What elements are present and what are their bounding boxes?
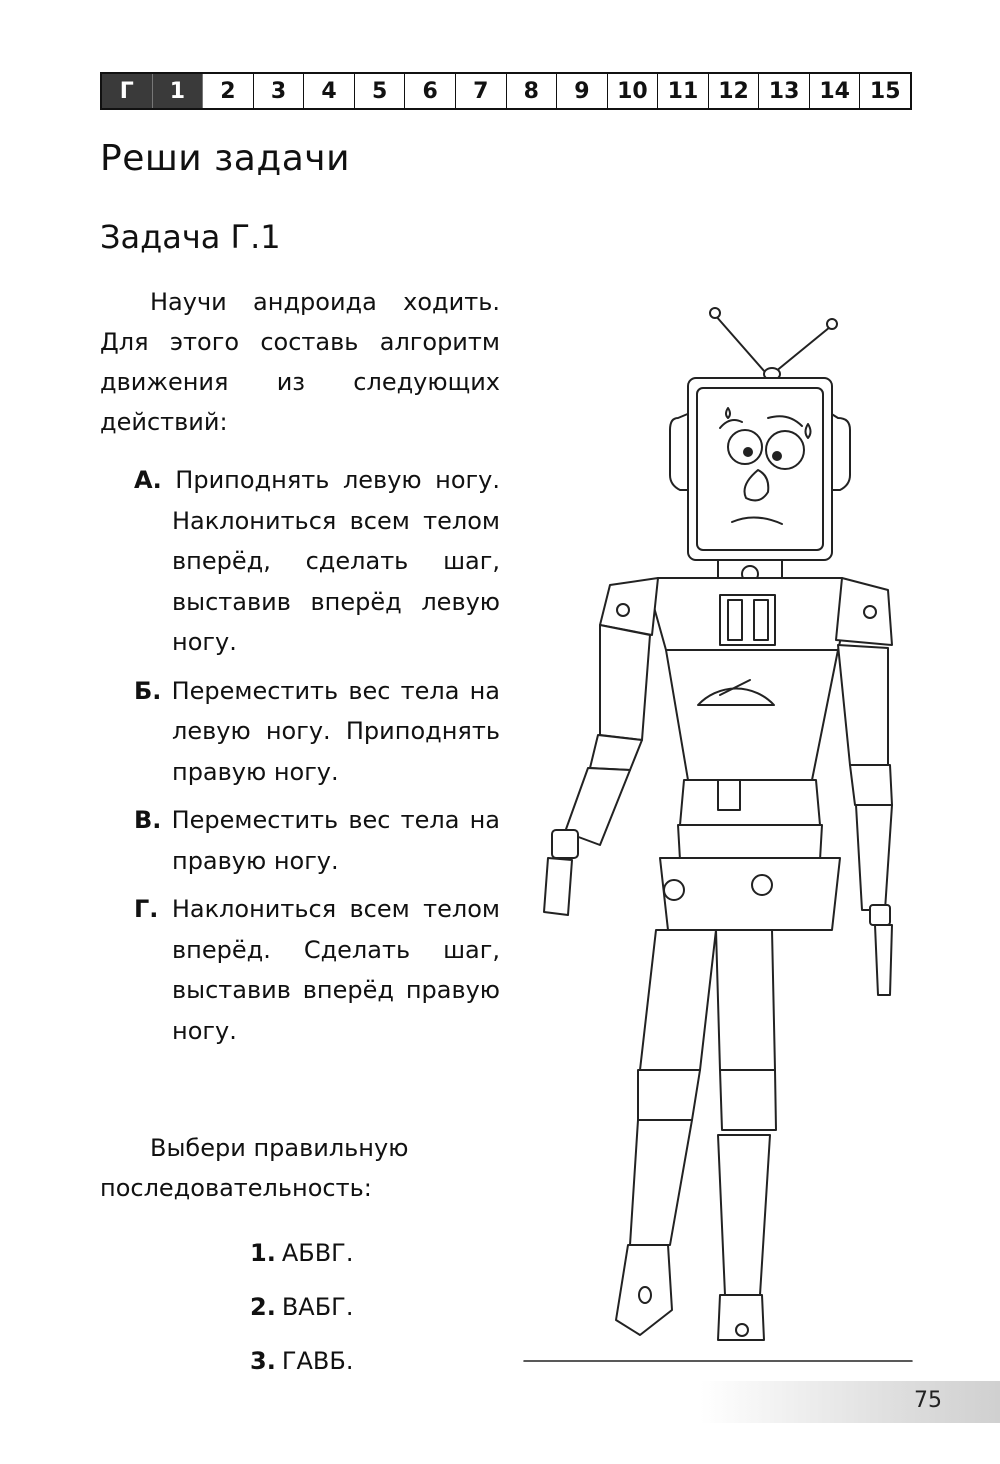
action-key: А.	[134, 466, 162, 494]
task-title: Задача Г.1	[100, 218, 281, 256]
nav-cell-14[interactable]: 14	[810, 74, 861, 108]
antenna-icon	[710, 308, 837, 380]
nav-cell-2[interactable]: 2	[203, 74, 254, 108]
action-text: Переместить вес тела на левую ногу. Приподнять правую ногу.	[171, 676, 500, 786]
action-item-g	[134, 889, 500, 1051]
answer-option-2[interactable]	[250, 1280, 353, 1334]
nav-cell-9[interactable]: 9	[557, 74, 608, 108]
nav-cell-11[interactable]: 11	[658, 74, 709, 108]
answer-number: 1.	[250, 1239, 276, 1267]
robot-hips	[660, 858, 840, 930]
action-key: Г.	[134, 895, 159, 923]
nav-cell-4[interactable]: 4	[304, 74, 355, 108]
action-text: Приподнять левую ногу. Наклониться всем телом вперёд, сделать шаг, выставив вперёд левую ногу.	[172, 466, 500, 656]
answer-option-3[interactable]	[250, 1334, 353, 1388]
nav-cell-g[interactable]: Г	[102, 74, 153, 108]
robot-right-leg	[716, 930, 776, 1340]
nav-cell-13[interactable]: 13	[759, 74, 810, 108]
action-key: Б.	[134, 676, 162, 705]
action-text: Наклониться всем телом вперёд. Сделать шаг, выставив вперёд правую ногу.	[171, 895, 500, 1045]
choose-prompt: Выбери правильную последовательность:	[100, 1134, 409, 1202]
action-text: Переместить вес тела на правую ногу.	[171, 806, 500, 875]
robot-head	[670, 378, 850, 560]
answer-list	[250, 1226, 353, 1388]
nav-cell-10[interactable]: 10	[608, 74, 659, 108]
answer-number: 2.	[250, 1293, 276, 1321]
nav-cell-8[interactable]: 8	[507, 74, 558, 108]
page-number-band	[700, 1381, 1000, 1423]
robot-right-arm	[838, 645, 892, 995]
action-item-b	[134, 671, 500, 793]
nav-cell-3[interactable]: 3	[254, 74, 305, 108]
nav-cell-5[interactable]: 5	[355, 74, 406, 108]
robot-left-arm	[544, 625, 650, 915]
answer-text: АБВГ.	[281, 1239, 354, 1267]
answer-option-1[interactable]	[250, 1226, 353, 1280]
robot-illustration	[520, 300, 920, 1370]
task-intro: Научи андроида ходить. Для этого составь алгоритм движения из следующих действий:	[100, 288, 500, 436]
nav-cell-7[interactable]: 7	[456, 74, 507, 108]
nav-cell-6[interactable]: 6	[405, 74, 456, 108]
answer-number: 3.	[250, 1347, 276, 1375]
nav-cell-15[interactable]: 15	[869, 78, 901, 104]
page-title: Реши задачи	[100, 138, 350, 179]
action-item-a	[134, 460, 500, 663]
action-item-v	[134, 800, 500, 881]
page-number: 75	[914, 1388, 942, 1413]
answer-text: ВАБГ.	[281, 1293, 354, 1321]
answer-text: ГАВБ.	[281, 1347, 354, 1375]
action-list	[134, 460, 500, 1059]
nav-cell-12[interactable]: 12	[709, 74, 760, 108]
nav-cell-1[interactable]: 1	[153, 74, 204, 108]
robot-left-leg	[616, 930, 716, 1335]
action-key: В.	[134, 806, 162, 834]
chapter-nav	[100, 72, 912, 110]
